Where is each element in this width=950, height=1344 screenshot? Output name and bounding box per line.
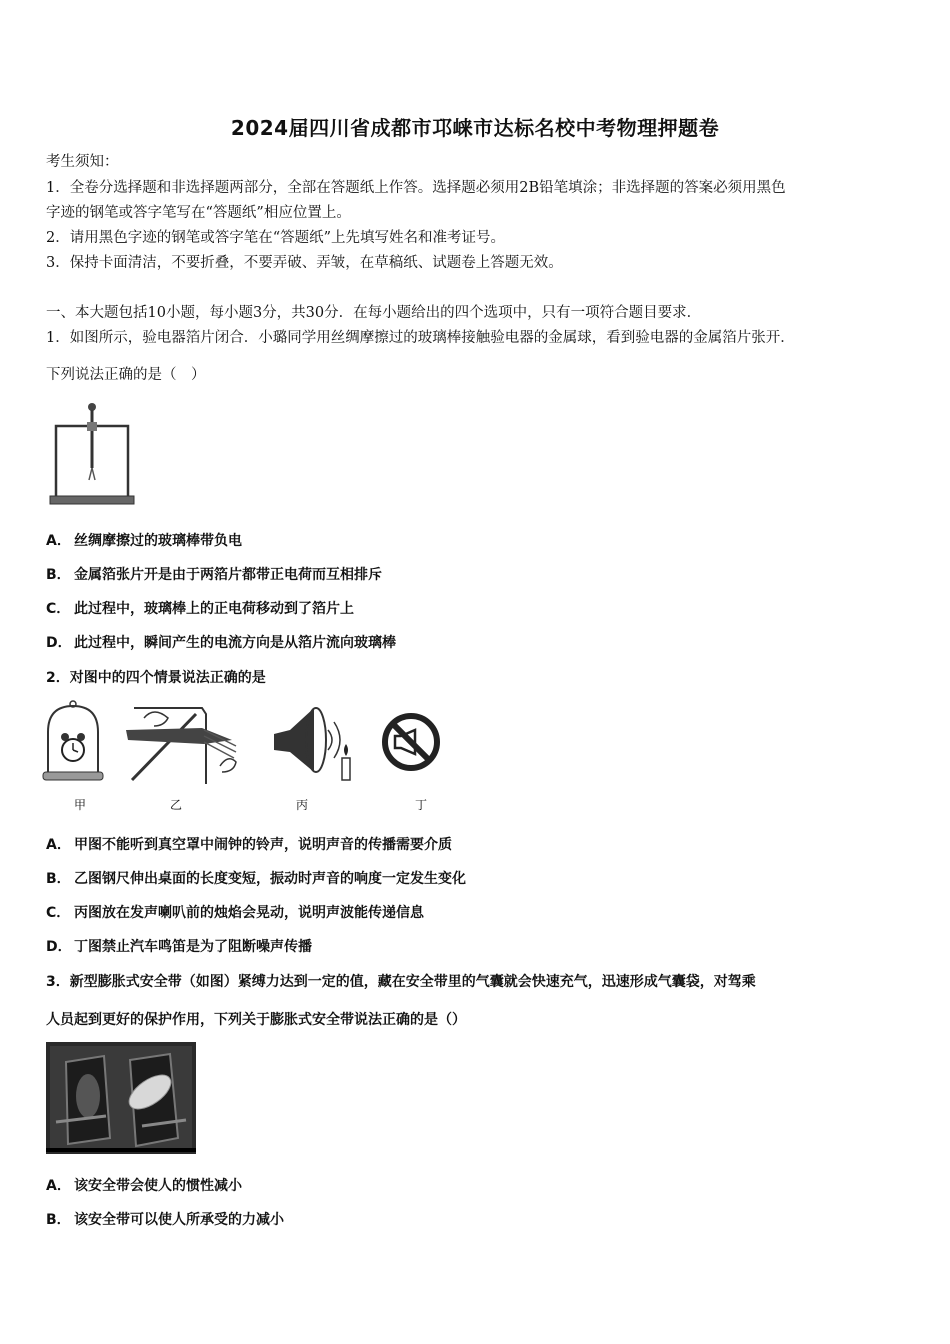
q2-option-d: D． 丁图禁止汽车鸣笛是为了阻断噪声传播 xyxy=(46,939,312,955)
section-1-heading: 一、本大题包括10小题，每小题3分，共30分．在每小题给出的四个选项中，只有一项符合题目要求． xyxy=(46,305,702,321)
notice-item-1-cont: 字迹的钢笔或答字笔写在“答题纸”相应位置上。 xyxy=(46,205,351,221)
notice-item-3: 3．保持卡面清洁，不要折叠，不要弄破、弄皱，在草稿纸、试题卷上答题无效。 xyxy=(46,255,563,271)
ruler-on-table-figure xyxy=(124,700,244,784)
q1-option-d: D． 此过程中，瞬间产生的电流方向是从箔片流向玻璃棒 xyxy=(46,635,396,651)
q2-option-a: A． 甲图不能听到真空罩中闹钟的铃声，说明声音的传播需要介质 xyxy=(46,837,452,853)
bell-jar-figure xyxy=(42,700,104,784)
seatbelt-photo-figure xyxy=(46,1042,196,1154)
q2-option-b: B． 乙图钢尺伸出桌面的长度变短，振动时声音的响度一定发生变化 xyxy=(46,871,466,887)
electroscope-figure xyxy=(46,398,138,510)
q1-stem-line-1: 1．如图所示，验电器箔片闭合．小璐同学用丝绸摩擦过的玻璃棒接触验电器的金属球，看到验电器的金属箔片张开． xyxy=(46,330,795,346)
q3-option-a: A． 该安全带会使人的惯性减小 xyxy=(46,1178,242,1194)
caption-yi: 乙 xyxy=(170,798,183,812)
q1-stem-line-2: 下列说法正确的是（ ） xyxy=(46,367,206,383)
exam-title: 2024届四川省成都市邛崃市达标名校中考物理押题卷 xyxy=(230,116,720,140)
q1-option-c: C． 此过程中，玻璃棒上的正电荷移动到了箔片上 xyxy=(46,601,354,617)
q3-stem-line-1: 3．新型膨胀式安全带（如图）紧缚力达到一定的值，藏在安全带里的气囊就会快速充气，迅速形成气囊袋，对驾乘 xyxy=(46,974,756,990)
q1-option-a: A． 丝绸摩擦过的玻璃棒带负电 xyxy=(46,533,242,549)
speaker-candle-figure xyxy=(268,700,358,784)
q2-option-c: C． 丙图放在发声喇叭前的烛焰会晃动，说明声波能传递信息 xyxy=(46,905,424,921)
notice-item-1: 1．全卷分选择题和非选择题两部分，全部在答题纸上作答。选择题必须用2B铅笔填涂；非选择题的答案必须用黑色 xyxy=(46,180,786,196)
notice-item-2: 2．请用黑色字迹的钢笔或答字笔在“答题纸”上先填写姓名和准考证号。 xyxy=(46,230,506,246)
notice-heading: 考生须知： xyxy=(46,154,119,170)
q3-option-b: B． 该安全带可以使人所承受的力减小 xyxy=(46,1212,284,1228)
caption-bing: 丙 xyxy=(296,798,309,812)
caption-jia: 甲 xyxy=(74,798,87,812)
q3-stem-line-2: 人员起到更好的保护作用，下列关于膨胀式安全带说法正确的是（） xyxy=(46,1012,466,1028)
no-horn-sign-figure xyxy=(381,700,443,784)
q1-option-b: B． 金属箔张片开是由于两箔片都带正电荷而互相排斥 xyxy=(46,567,382,583)
caption-ding: 丁 xyxy=(415,798,428,812)
q2-stem: 2．对图中的四个情景说法正确的是 xyxy=(46,670,266,686)
